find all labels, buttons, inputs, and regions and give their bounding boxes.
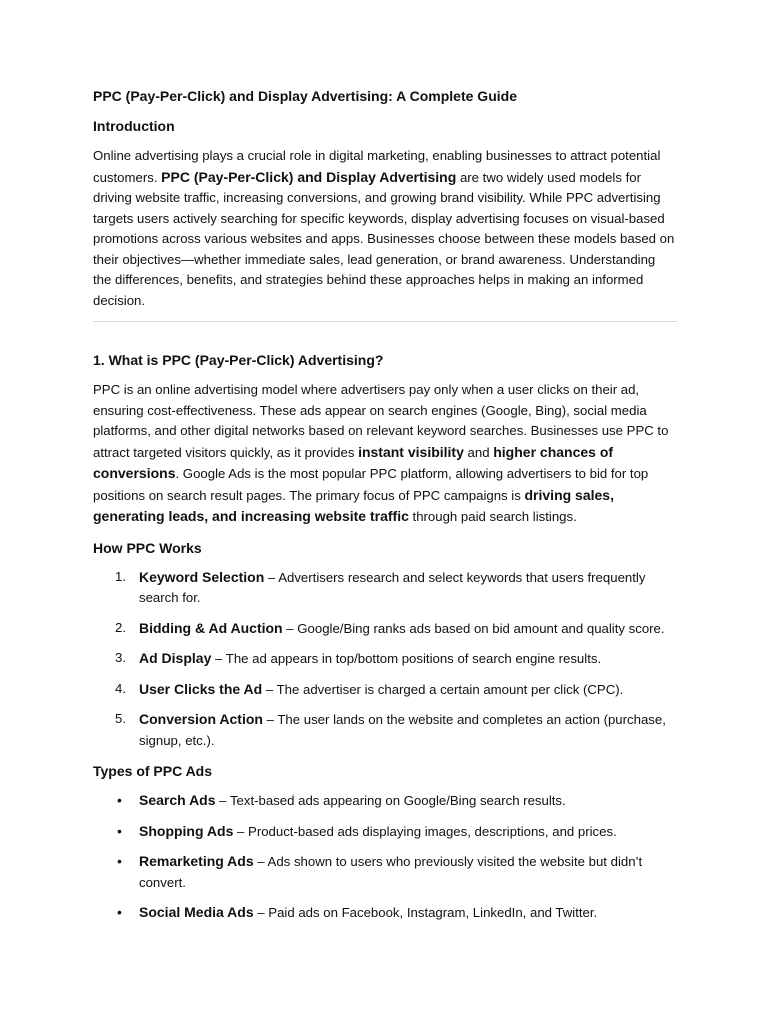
- section-divider: [93, 321, 677, 322]
- list-item: • Remarketing Ads – Ads shown to users who previously visited the website but didn’t convert.: [117, 853, 643, 890]
- list-item: 1. Keyword Selection – Advertisers research and select keywords that users frequently search for.: [115, 568, 646, 605]
- section1-heading: 1. What is PPC (Pay-Per-Click) Advertising?: [93, 352, 384, 368]
- document-page: [93, 86, 677, 924]
- intro-heading: Introduction: [93, 118, 175, 134]
- list-item: 5. Conversion Action – The user lands on the website and completes an action (purchase, signup, etc.).: [115, 711, 666, 748]
- list-item: 2. Bidding & Ad Auction – Google/Bing ranks ads based on bid amount and quality score.: [115, 619, 665, 636]
- how-ppc-works-heading: How PPC Works: [93, 539, 202, 556]
- list-item: 3. Ad Display – The ad appears in top/bottom positions of search engine results.: [115, 650, 602, 666]
- types-of-ppc-heading: Types of PPC Ads: [93, 763, 213, 779]
- bullet-icon: •: [117, 792, 122, 808]
- list-item: • Shopping Ads – Product-based ads displaying images, descriptions, and prices.: [93, 821, 677, 843]
- document-title: PPC (Pay-Per-Click) and Display Advertising: A Complete Guide: [93, 88, 517, 104]
- bullet-icon: •: [117, 853, 122, 869]
- bullet-icon: •: [117, 822, 122, 839]
- how-ppc-steps-list: [93, 567, 677, 752]
- ppc-types-list: [93, 790, 677, 924]
- list-item: • Social Media Ads – Paid ads on Facebook, Instagram, LinkedIn, and Twitter.: [93, 902, 677, 924]
- list-item: 4. User Clicks the Ad – The advertiser is charged a certain amount per click (CPC).: [115, 680, 624, 697]
- list-item: • Search Ads – Text-based ads appearing on Google/Bing search results.: [93, 790, 677, 812]
- bullet-icon: •: [117, 904, 122, 920]
- intro-paragraph: Online advertising plays a crucial role in digital marketing, enabling businesses to attract potential customers. PPC (Pay-Per-Click) and Display Advertising are two widely used models for driving website traffic, increasing conversions, and growing brand visibility. While PPC advertising targets users actively searching for specific keywords, display advertising focuses on visual-based promotions across various websites and apps. Businesses choose between these models based on their objectives—whether immediate sales, lead generation, or brand awareness. Understanding the differences, benefits, and strategies behind these approaches helps in making an informed decision.: [93, 148, 675, 308]
- section1-paragraph: PPC is an online advertising model where advertisers pay only when a user clicks on their ad, ensuring cost-effectiveness. These ads appear on search engines (Google, Bing), social media platforms, and other digital networks based on relevant keyword searches. Businesses use PPC to attract targeted visitors quickly, as it provides instant visibility and higher chances of conversions. Google Ads is the most popular PPC platform, allowing advertisers to bid for top positions on search result pages. The primary focus of PPC campaigns is driving sales, generating leads, and increasing website traffic through paid search listings.: [93, 382, 669, 524]
